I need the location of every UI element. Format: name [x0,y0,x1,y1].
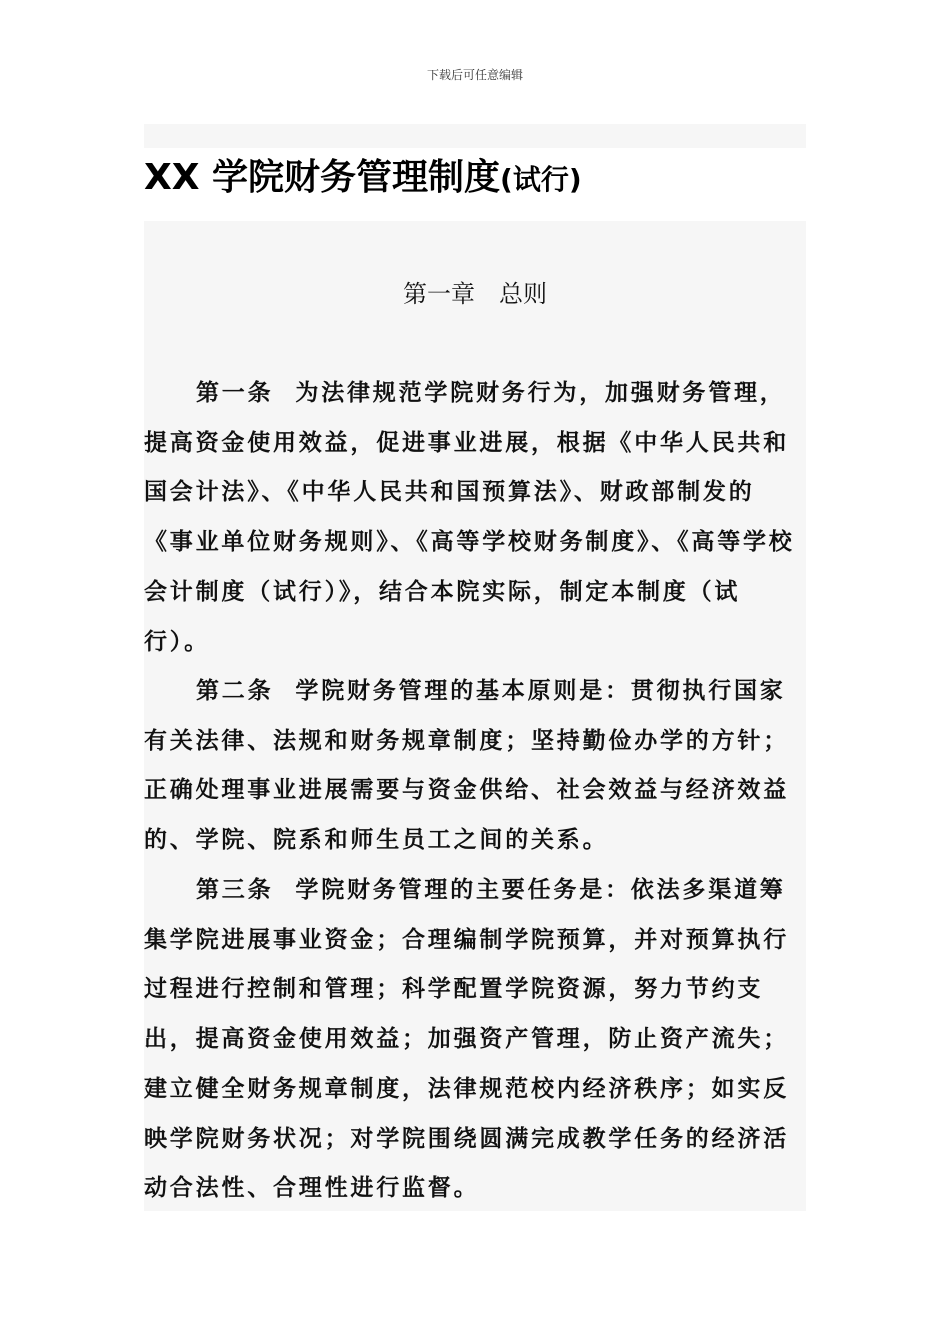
article-text: 学院财务管理的基本原则是：贯彻执行国家有关法律、法规和财务规章制度；坚持勤俭办学的方针；正确处理事业进展需要与资金供给、社会效益与经济效益的、学院、院系和师生员工之间的关系。 [144,677,789,854]
chapter-title: 第一章 总则 [403,280,547,308]
article-2 [144,666,806,865]
article-1 [144,368,806,666]
article-label: 第三条 [196,876,274,903]
document-title [144,150,806,208]
article-3 [144,865,806,1213]
title-main: XX 学院财务管理制度 [144,157,501,198]
article-text: 为法律规范学院财务行为，加强财务管理，提高资金使用效益，促进事业进展，根据《中华人民共和国会计法》、《中华人民共和国预算法》、财政部制发的《事业单位财务规则》、《高等学校财务制度》、《高等学校会计制度（试行）》，结合本院实际，制定本制度（试行）。 [144,379,795,655]
title-suffix: (试行) [500,163,582,196]
article-label: 第一条 [196,379,274,406]
page-header-note: 下载后可任意编辑 [426,68,523,82]
title-band [144,124,806,148]
article-label: 第二条 [196,677,274,704]
article-text: 学院财务管理的主要任务是：依法多渠道筹集学院进展事业资金；合理编制学院预算，并对预算执行过程进行控制和管理；科学配置学院资源，努力节约支出，提高资金使用效益；加强资产管理，防止资产流失；建立健全财务规章制度，法律规范校内经济秩序；如实反映学院财务状况；对学院围绕圆满完成教学任务的经济活动合法性、合理性进行监督。 [144,876,789,1202]
